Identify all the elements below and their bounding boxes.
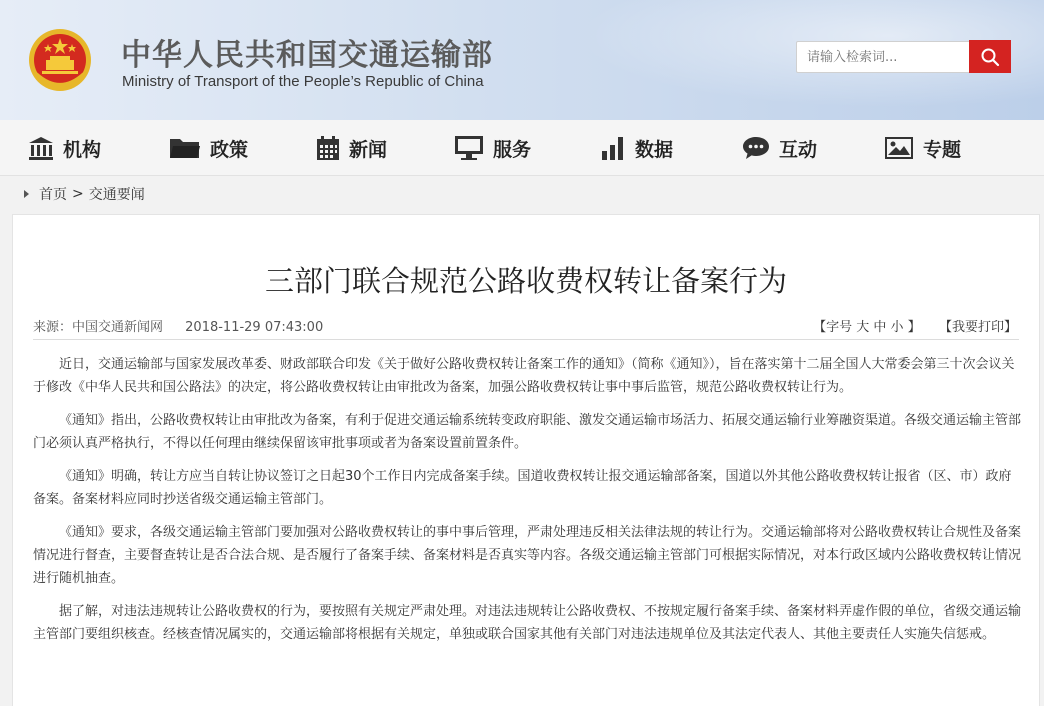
article-paragraph: 《通知》指出，公路收费权转让由审批改为备案，有利于促进交通运输系统转变政府职能、激发交通运输市场活力、拓展交通运输行业筹融资渠道。各级交通运输主管部门必须认真严格执行，不得以任何理由继续保留该审批事项或者为备案设置前置条件。	[33, 413, 1022, 451]
folder-icon	[169, 136, 201, 160]
national-emblem-icon[interactable]	[26, 24, 94, 94]
nav-label: 政策	[210, 138, 249, 161]
nav-item-zhuanti[interactable]	[884, 120, 961, 176]
monitor-icon	[454, 135, 484, 161]
breadcrumb-current-link[interactable]: 交通要闻	[88, 187, 145, 203]
article-panel	[12, 214, 1040, 706]
search-button[interactable]	[969, 40, 1011, 73]
search-input[interactable]	[796, 41, 970, 73]
print-link[interactable]: 【我要打印】	[938, 320, 1017, 335]
nav-item-fuwu[interactable]	[454, 120, 531, 176]
article-meta	[33, 316, 323, 335]
font-small-link[interactable]: 小	[890, 320, 904, 335]
nav-label: 服务	[493, 138, 532, 161]
calendar-icon	[316, 135, 340, 161]
nav-label: 互动	[779, 138, 818, 161]
font-medium-link[interactable]: 中	[873, 320, 887, 335]
article-paragraph: 《通知》明确，转让方应当自转让协议签订之日起30个工作日内完成备案手续。国道收费权转让报交通运输部备案，国道以外其他公路收费权转让报省（区、市）政府备案。备案材料应同时抄送省级交通运输主管部门。	[33, 469, 1012, 507]
font-large-link[interactable]: 大	[856, 320, 870, 335]
font-size-open: 【字号	[813, 320, 853, 335]
nav-label: 数据	[635, 138, 674, 161]
font-size-close: 】	[907, 320, 921, 335]
article-date: 2018-11-29 07:43:00	[185, 320, 324, 335]
breadcrumb-home-link[interactable]: 首页	[39, 187, 67, 203]
nav-item-zhengce[interactable]	[169, 120, 248, 176]
site-title-cn[interactable]: 中华人民共和国交通运输部	[121, 38, 493, 73]
image-icon	[884, 136, 914, 160]
breadcrumb-separator: >	[72, 186, 84, 202]
article-content	[33, 353, 1021, 656]
meta-divider	[33, 339, 1019, 340]
nav-item-hudong[interactable]	[742, 120, 817, 176]
chat-icon	[742, 135, 770, 161]
bar-chart-icon	[600, 135, 626, 161]
article-source: 来源：中国交通新闻网	[33, 320, 164, 335]
main-nav	[0, 120, 1044, 176]
nav-item-jigou[interactable]	[28, 120, 101, 176]
article-tools	[813, 316, 1017, 335]
article-paragraph: 近日，交通运输部与国家发展改革委、财政部联合印发《关于做好公路收费权转让备案工作的通知》（简称《通知》），旨在落实第十二届全国人大常委会第三十次会议关于修改《中华人民共和国公路法》的决定，将公路收费权转让由审批改为备案，加强公路收费权转让事中事后监管，规范公路收费权转让行为。	[33, 357, 1015, 395]
article-title: 三部门联合规范公路收费权转让备案行为	[264, 264, 787, 298]
breadcrumb	[24, 184, 145, 204]
nav-label: 机构	[63, 138, 102, 161]
article-paragraph: 据了解，对违法违规转让公路收费权的行为，要按照有关规定严肃处理。对违法违规转让公路收费权、不按规定履行备案手续、备案材料弄虚作假的单位，省级交通运输主管部门要组织核查。经核查情况属实的，交通运输部将根据有关规定，单独或联合国家其他有关部门对违法违规单位及其法定代表人、其他主要责任人实施失信惩戒。	[33, 604, 1022, 642]
nav-label: 专题	[923, 138, 962, 161]
site-title-en[interactable]: Ministry of Transport of the People’s Republic of China	[122, 73, 484, 90]
article-paragraph: 《通知》要求，各级交通运输主管部门要加强对公路收费权转让的事中事后管理，严肃处理违反相关法律法规的转让行为。交通运输部将对公路收费权转让合规性及备案情况进行督查，主要督查转让是否合法合规、是否履行了备案手续、备案材料是否真实等内容。各级交通运输主管部门可根据实际情况，对本行政区域内公路收费权转让情况进行随机抽查。	[33, 525, 1022, 586]
building-icon	[28, 135, 54, 161]
nav-item-shuju[interactable]	[600, 120, 673, 176]
nav-item-xinwen[interactable]	[316, 120, 387, 176]
nav-label: 新闻	[349, 138, 388, 161]
site-header	[0, 0, 1044, 120]
caret-right-icon	[24, 190, 29, 198]
search-icon	[980, 47, 1000, 67]
